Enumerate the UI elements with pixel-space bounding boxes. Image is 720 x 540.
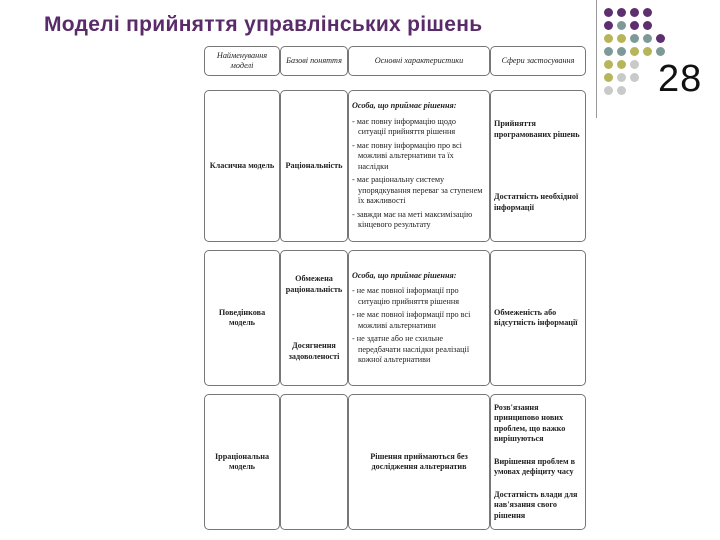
list-item: - завжди має на меті максимізацію кінцевого результату xyxy=(352,209,473,230)
row-behavioral-model: Поведінкова модель xyxy=(204,250,280,386)
application-item: Розв'язання принципово нових проблем, що важко вирішуються xyxy=(494,402,566,444)
application-item: Достатність необхідної інформації xyxy=(494,192,579,212)
dot xyxy=(643,47,652,56)
application-item: Прийняття програмованих рішень xyxy=(494,119,580,139)
dot xyxy=(643,8,652,17)
dot xyxy=(604,47,613,56)
row-classical-concept: Раціональність xyxy=(280,90,348,242)
slide-number: 28 xyxy=(658,58,703,100)
application-item: Вирішення проблем в умовах дефіциту часу xyxy=(494,456,575,477)
dot xyxy=(604,60,613,69)
list-item: - має повну інформацію щодо ситуації прийняття рішення xyxy=(352,116,456,137)
dot xyxy=(617,86,626,95)
application-item: Обмеженість або відсутність інформації xyxy=(494,307,578,327)
list-item: - не має повної інформації про всі можливі альтернативи xyxy=(352,310,471,330)
characteristics-list xyxy=(352,283,486,366)
row-irrational-characteristics: Рішення приймаються без дослідження альтернатив xyxy=(348,394,490,530)
application-item: Достатність влади для нав'язання свого рішення xyxy=(494,489,578,520)
dot xyxy=(617,21,626,30)
dot xyxy=(617,47,626,56)
list-item: - має повну інформацію про всі можливі альтернативи та їх наслідки xyxy=(352,140,462,171)
divider-line xyxy=(596,0,597,118)
dot xyxy=(617,73,626,82)
concept-satisficing: Досягнення задоволеності xyxy=(288,341,340,361)
header-application-area: Сфери застосування xyxy=(490,46,586,76)
slide-title: Моделі прийняття управлінських рішень xyxy=(44,13,483,36)
row-irrational-model: Ірраціональна модель xyxy=(204,394,280,530)
dot xyxy=(617,34,626,43)
dot xyxy=(604,73,613,82)
dot xyxy=(604,8,613,17)
dot xyxy=(617,8,626,17)
dot xyxy=(604,86,613,95)
header-main-characteristics: Основні характеристики xyxy=(348,46,490,76)
row-irrational-concept-empty xyxy=(280,394,348,530)
row-classical-model: Класична модель xyxy=(204,90,280,242)
dot xyxy=(630,8,639,17)
list-item: - не здатне або не схильне передбачати наслідки реалізації кожної альтернативи xyxy=(352,334,470,364)
row-classical-application xyxy=(490,90,586,242)
dot xyxy=(630,47,639,56)
row-behavioral-application xyxy=(490,250,586,386)
characteristics-heading: Особа, що приймає рішення: xyxy=(352,101,457,111)
row-behavioral-characteristics xyxy=(348,250,490,386)
header-basic-concepts: Базові поняття xyxy=(280,46,348,76)
decision-models-table xyxy=(204,46,586,530)
list-item: - не має повної інформації про ситуацію прийняття рішення xyxy=(352,286,460,306)
dot xyxy=(656,34,665,43)
dot xyxy=(617,60,626,69)
dot xyxy=(604,34,613,43)
dot xyxy=(630,21,639,30)
dot xyxy=(630,34,639,43)
decorative-dot-grid xyxy=(604,8,664,98)
list-item: - має раціональну систему упорядкування переваг за ступенем їх важливості xyxy=(352,175,483,206)
dot xyxy=(604,21,613,30)
dot xyxy=(643,21,652,30)
dot xyxy=(656,47,665,56)
row-behavioral-concepts xyxy=(280,250,348,386)
characteristics-heading: Особа, що приймає рішення: xyxy=(352,270,457,280)
concept-bounded-rationality: Обмежена раціональність xyxy=(285,274,343,294)
dot xyxy=(630,60,639,69)
dot xyxy=(643,34,652,43)
header-model-name: Найменування моделі xyxy=(204,46,280,76)
dot xyxy=(630,73,639,82)
row-classical-characteristics xyxy=(348,90,490,242)
characteristics-list xyxy=(352,114,486,231)
row-irrational-application xyxy=(490,394,586,530)
